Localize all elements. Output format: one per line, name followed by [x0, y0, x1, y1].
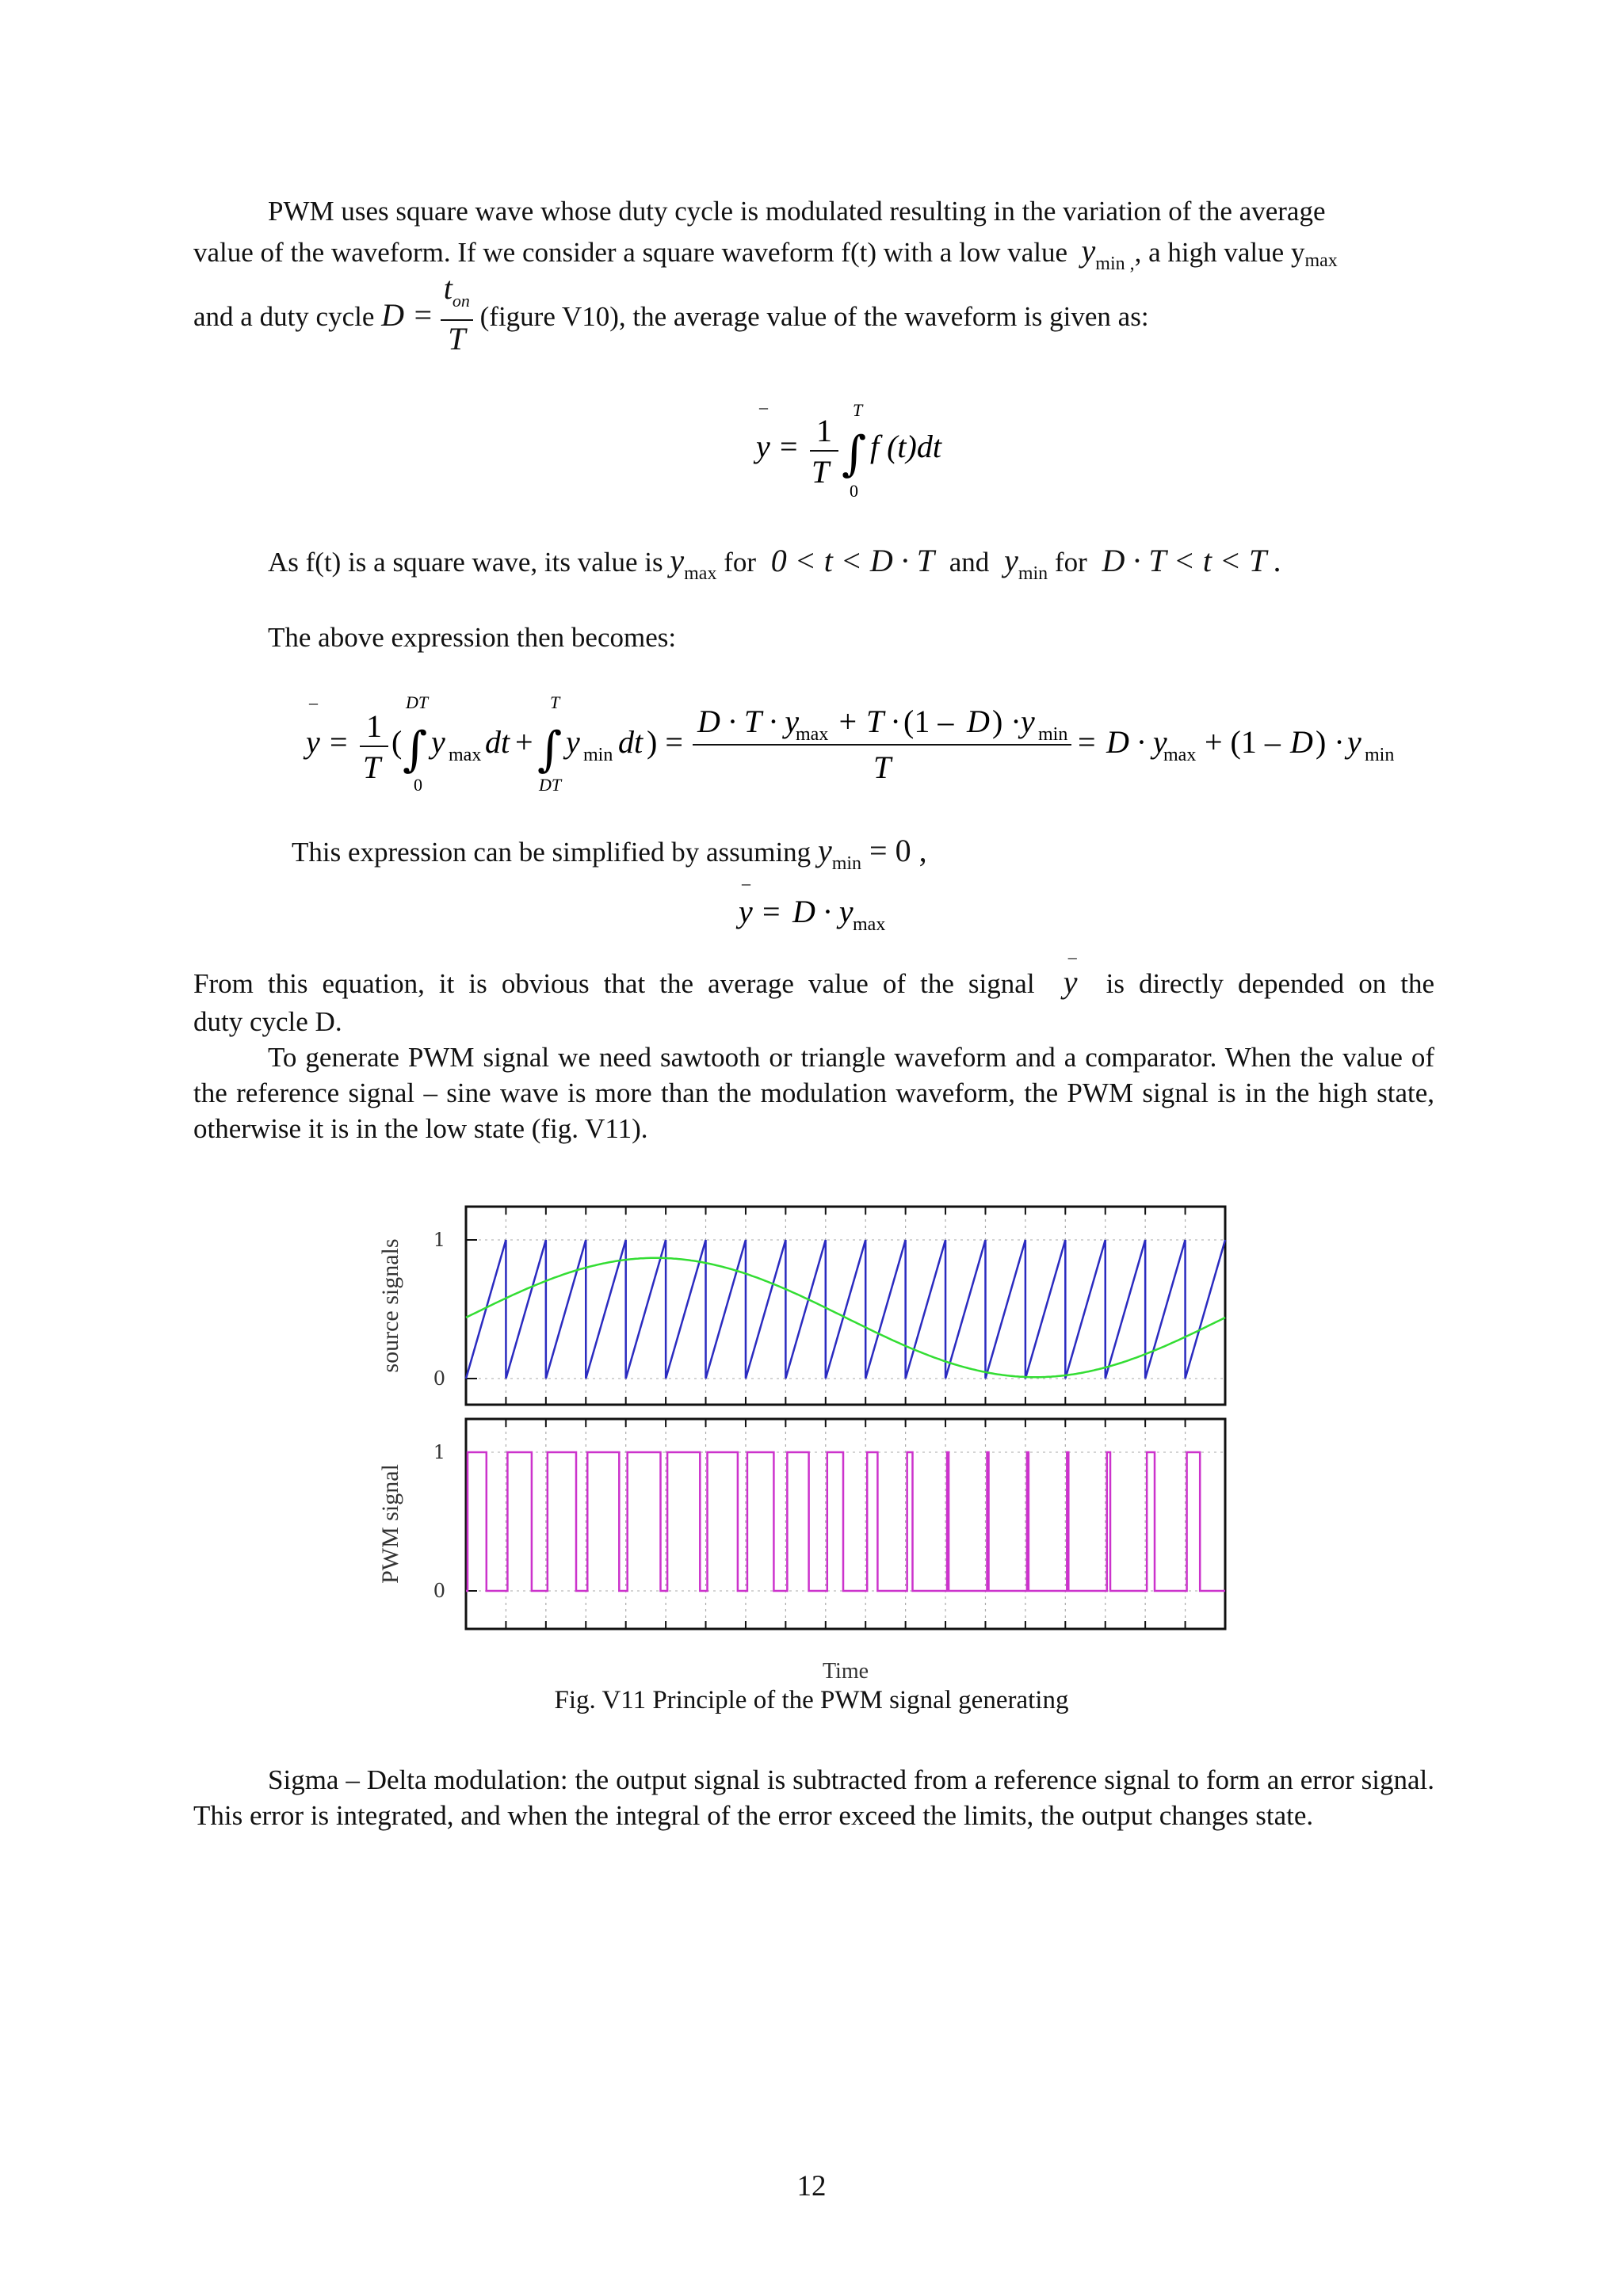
- svg-text:+: +: [515, 724, 533, 760]
- paragraph-intro-line3: [193, 270, 1434, 357]
- svg-text:+ (1 –: + (1 –: [1205, 724, 1281, 760]
- svg-text:D · y: D · y: [792, 894, 854, 929]
- svg-text:(: (: [391, 724, 403, 760]
- equation-average-integral: [745, 400, 951, 503]
- svg-text:max: max: [796, 724, 829, 745]
- svg-text:T: T: [550, 692, 560, 712]
- math-ymin-zero: $y_{min} = 0$ ,: [817, 833, 927, 874]
- svg-text:DT: DT: [406, 692, 429, 712]
- svg-text:0: 0: [414, 775, 422, 792]
- svg-text:DT: DT: [539, 775, 562, 792]
- svg-text:) =: ) =: [647, 724, 683, 760]
- figure-pwm-chart: [372, 1195, 1252, 1686]
- svg-text:min: min: [1365, 745, 1395, 765]
- svg-text:y: y: [306, 724, 320, 760]
- svg-text:∫: ∫: [842, 426, 867, 482]
- svg-text:dt: dt: [485, 724, 510, 760]
- pwm-series: [466, 1452, 1225, 1591]
- text-line: Sigma – Delta modulation: the output signal is subtracted from a reference signal to form an error signal. This error is integrated, and when the integral of the error exceed the limits, the output changes state.: [193, 1764, 1434, 1831]
- svg-text:D: D: [1290, 724, 1313, 760]
- svg-text:T: T: [853, 400, 863, 420]
- text-line: for: [1054, 547, 1087, 578]
- text-line: PWM uses square wave whose duty cycle is modulated resulting in the variation of the average: [268, 196, 1326, 227]
- text-line: duty cycle D.: [193, 1006, 342, 1037]
- paragraph-intro-line2: [193, 231, 1434, 284]
- paragraph-intro: [193, 192, 1434, 231]
- page-number: 12: [796, 2170, 827, 2203]
- text-line: value of the waveform. If we consider a square waveform f(t) with a low value: [193, 237, 1068, 268]
- paragraph-expression-intro: [268, 618, 1509, 658]
- svg-text:–: –: [309, 692, 318, 712]
- math-ybar: – y: [1064, 963, 1078, 1002]
- math-interval-2: D · T < t < T .: [1094, 543, 1282, 578]
- svg-text:=: =: [762, 894, 781, 929]
- paragraph-sigma-delta: [193, 1762, 1434, 1833]
- svg-text:y: y: [431, 724, 445, 760]
- y-tick-label: 1: [433, 1229, 445, 1251]
- equation-simplified: [734, 878, 908, 941]
- svg-text:y: y: [739, 894, 753, 929]
- svg-text:=: =: [330, 724, 348, 760]
- svg-text:min: min: [583, 745, 613, 765]
- svg-text:max: max: [1163, 745, 1197, 765]
- svg-text:max: max: [853, 914, 886, 935]
- paragraph-conclusion: [193, 963, 1434, 1004]
- y-tick-label: 0: [433, 1367, 445, 1390]
- svg-text:min: min: [1038, 724, 1068, 745]
- math-interval-1: 0 < t < D · T: [762, 543, 943, 578]
- svg-text:y: y: [1021, 704, 1035, 739]
- svg-text:+ T ·: + T ·: [837, 704, 899, 739]
- svg-text:D · T · y: D · T · y: [697, 704, 800, 739]
- paragraph-conclusion-line2: [193, 1002, 1434, 1042]
- y-axis-label: PWM signal: [377, 1464, 403, 1584]
- svg-text:=: =: [1078, 724, 1096, 760]
- figure-caption: Fig. V11 Principle of the PWM signal generating: [554, 1686, 1069, 1714]
- svg-text:) ·: ) ·: [1316, 724, 1345, 760]
- equation-average-expanded: [301, 689, 1411, 792]
- panel-frame-2: [466, 1419, 1225, 1629]
- text-line: The above expression then becomes:: [268, 622, 677, 653]
- paragraph-pwm-generation: [193, 1039, 1434, 1146]
- math-duty-cycle: D =: [381, 297, 434, 334]
- y-tick-label: 1: [433, 1441, 445, 1463]
- svg-text:) ·: ) ·: [992, 704, 1022, 739]
- svg-text:dt: dt: [618, 724, 643, 760]
- svg-text:D · y: D · y: [1106, 724, 1167, 760]
- text-line: This expression can be simplified by assuming: [292, 837, 812, 868]
- svg-text:y: y: [566, 724, 580, 760]
- svg-text:f (t)dt: f (t)dt: [870, 429, 941, 464]
- svg-text:(1 –: (1 –: [903, 704, 954, 739]
- math-fraction-ton-T: $\frac{t_{on}}{T}$: [441, 270, 473, 357]
- math-ymax: $y_{max}$: [670, 543, 717, 584]
- svg-text:0: 0: [850, 481, 858, 501]
- math-ymin: $y_{min ,}$: [1081, 233, 1135, 274]
- svg-text:–: –: [742, 878, 750, 893]
- chart-svg: [372, 1195, 1252, 1686]
- svg-text:1: 1: [816, 413, 832, 448]
- svg-text:T: T: [812, 454, 830, 490]
- math-ymin: $y_{min}$: [996, 543, 1048, 584]
- sawtooth-series: [466, 1240, 1225, 1379]
- x-axis-label: Time: [822, 1659, 869, 1684]
- svg-text:T: T: [363, 749, 381, 785]
- text-line: As f(t) is a square wave, its value is: [268, 547, 663, 578]
- svg-text:–: –: [759, 400, 768, 417]
- svg-text:∫: ∫: [537, 722, 563, 777]
- text-line: for: [724, 547, 757, 578]
- paragraph-square-wave-values: [268, 541, 1457, 593]
- svg-text:=: =: [780, 429, 798, 464]
- text-line: and: [949, 547, 990, 578]
- text-line: From this equation, it is obvious that the average value of the signal: [193, 968, 1035, 999]
- text-line: and a duty cycle: [193, 301, 375, 333]
- subscript-max: max: [1304, 250, 1338, 271]
- text-line: is directly depended on the: [1106, 968, 1435, 999]
- svg-text:max: max: [449, 745, 482, 765]
- text-line: To generate PWM signal we need sawtooth or triangle waveform and a comparator. When the value of the reference signal – sine wave is more than the modulation waveform, the PWM signal is in the high state, otherwise it is in the low state (fig. V11).: [193, 1042, 1434, 1144]
- svg-text:∫: ∫: [403, 722, 428, 777]
- paragraph-simplification: [292, 831, 1533, 883]
- y-tick-label: 0: [433, 1580, 445, 1602]
- y-axis-label: source signals: [377, 1238, 403, 1373]
- text-line: , a high value y: [1134, 237, 1305, 268]
- svg-text:T: T: [873, 749, 892, 785]
- svg-text:y: y: [756, 429, 770, 464]
- text-line: (figure V10), the average value of the waveform is given as:: [479, 301, 1149, 333]
- svg-text:D: D: [967, 704, 990, 739]
- svg-text:y: y: [1347, 724, 1361, 760]
- svg-text:1: 1: [366, 708, 382, 744]
